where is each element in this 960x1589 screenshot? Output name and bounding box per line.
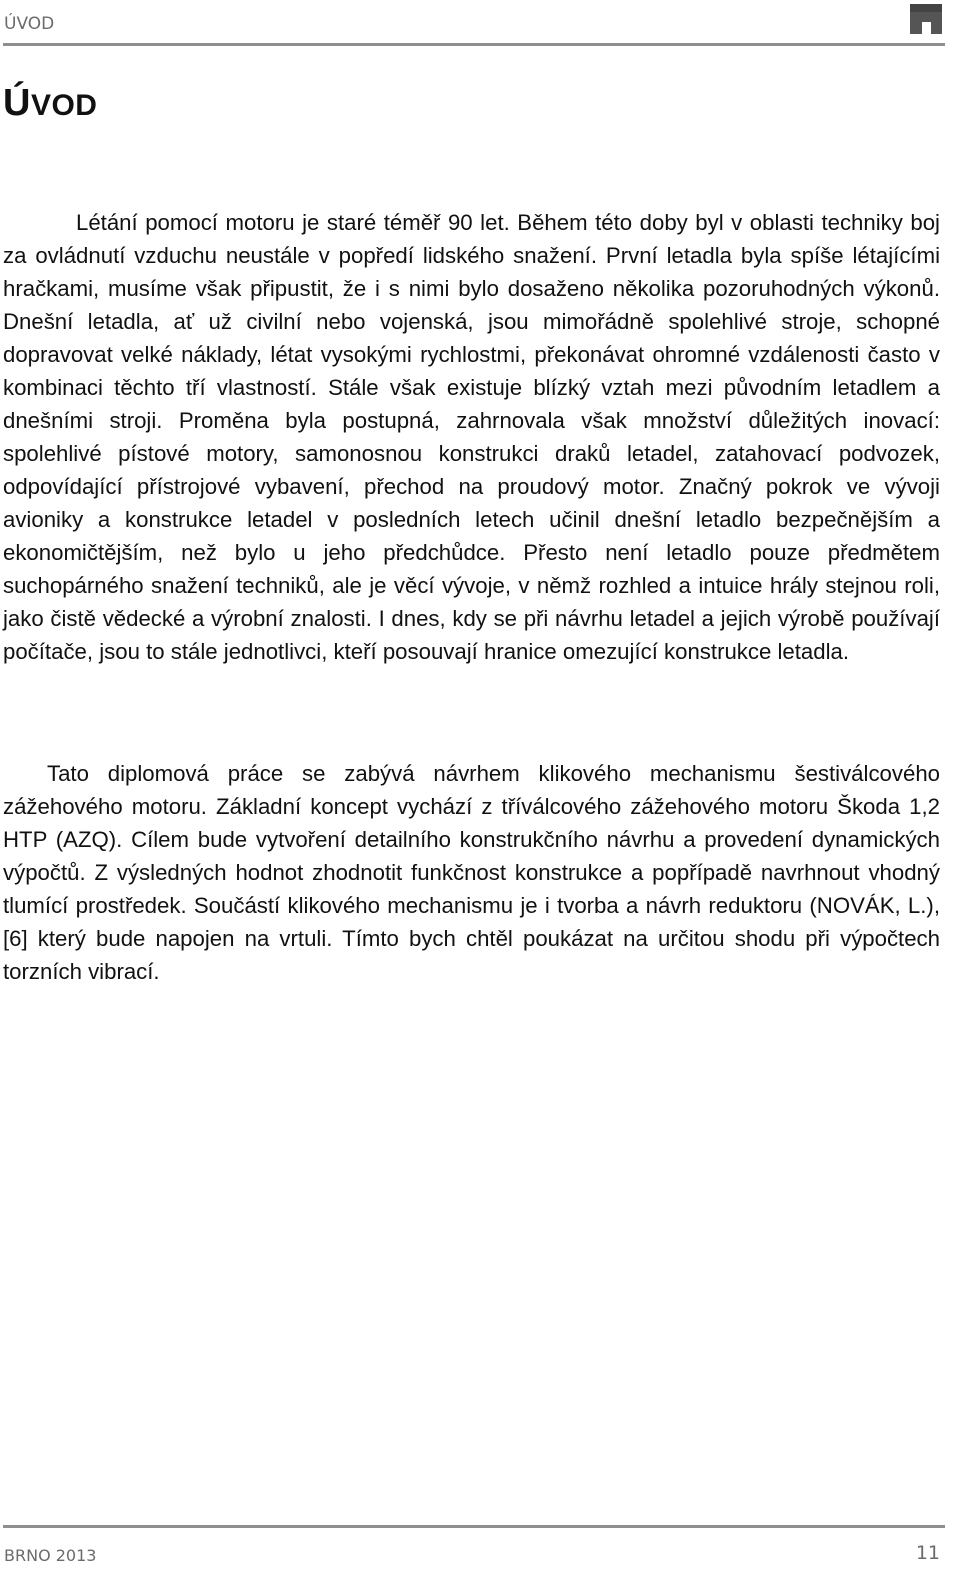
body-paragraph-1: Létání pomocí motoru je staré téměř 90 let. Během této doby byl v oblasti techniky boj za ovládnutí vzduchu neustále v popředí lidského snažení. První letadla byla spíše létajícími hračkami, musíme však připustit, že i s nimi bylo dosaženo několika pozoruhodných výkonů. Dnešní letadla, ať už civilní nebo vojenská, jsou mimořádně spolehlivé stroje, schopné dopravovat velké náklady, létat vysokými rychlostmi, překonávat ohromné vzdálenosti často v kombinaci těchto tří vlastností. Stále však existuje blízký vztah mezi původním letadlem a dnešními stroji. Proměna byla postupná, zahrnovala však množství důležitých inovací: spolehlivé pístové motory, samonosnou konstrukci draků letadel, zatahovací podvozek, odpovídající přístrojové vybavení, přechod na proudový motor. Značný pokrok ve vývoji avioniky a konstrukce letadel v posledních letech učinil dnešní letadlo bezpečnějším a ekonomičtějším, než bylo u jeho předchůdce. Přesto není letadlo pouze předmětem suchopárného snažení techniků, ale je věcí vývoje, v němž rozhled a intuice hrály stejnou roli, jako čistě vědecké a výrobní znalosti. I dnes, kdy se při návrhu letadel a jejich výrobě používají počítače, jsou to stále jednotlivci, kteří posouvají hranice omezující konstrukce letadla. <box>3 210 940 664</box>
chapter-title-rest: VOD <box>30 89 98 122</box>
page-header <box>0 0 946 48</box>
page-number: 11 <box>915 1542 940 1564</box>
header-rule <box>3 43 945 46</box>
chapter-title-initial: Ú <box>3 82 31 124</box>
body-paragraph-2: Tato diplomová práce se zabývá návrhem klikového mechanismu šestiválcového zážehového motoru. Základní koncept vychází z tříválcového zážehového motoru Škoda 1,2 HTP (AZQ). Cílem bude vytvoření detailního konstrukčního návrhu a provedení dynamických výpočtů. Z výsledných hodnot zhodnotit funkčnost konstrukce a popřípadě navrhnout vhodný tlumící prostředek. Součástí klikového mechanismu je i tvorba a návrh reduktoru (NOVÁK, L.),[6] který bude napojen na vrtuli. Tímto bych chtěl poukázat na určitou shodu při výpočtech torzních vibrací. <box>3 761 940 984</box>
university-logo-icon <box>910 4 942 34</box>
footer-location-year: BRNO 2013 <box>4 1546 97 1565</box>
footer-rule <box>3 1525 945 1528</box>
running-header: ÚVOD <box>4 14 55 34</box>
chapter-title <box>3 82 97 125</box>
